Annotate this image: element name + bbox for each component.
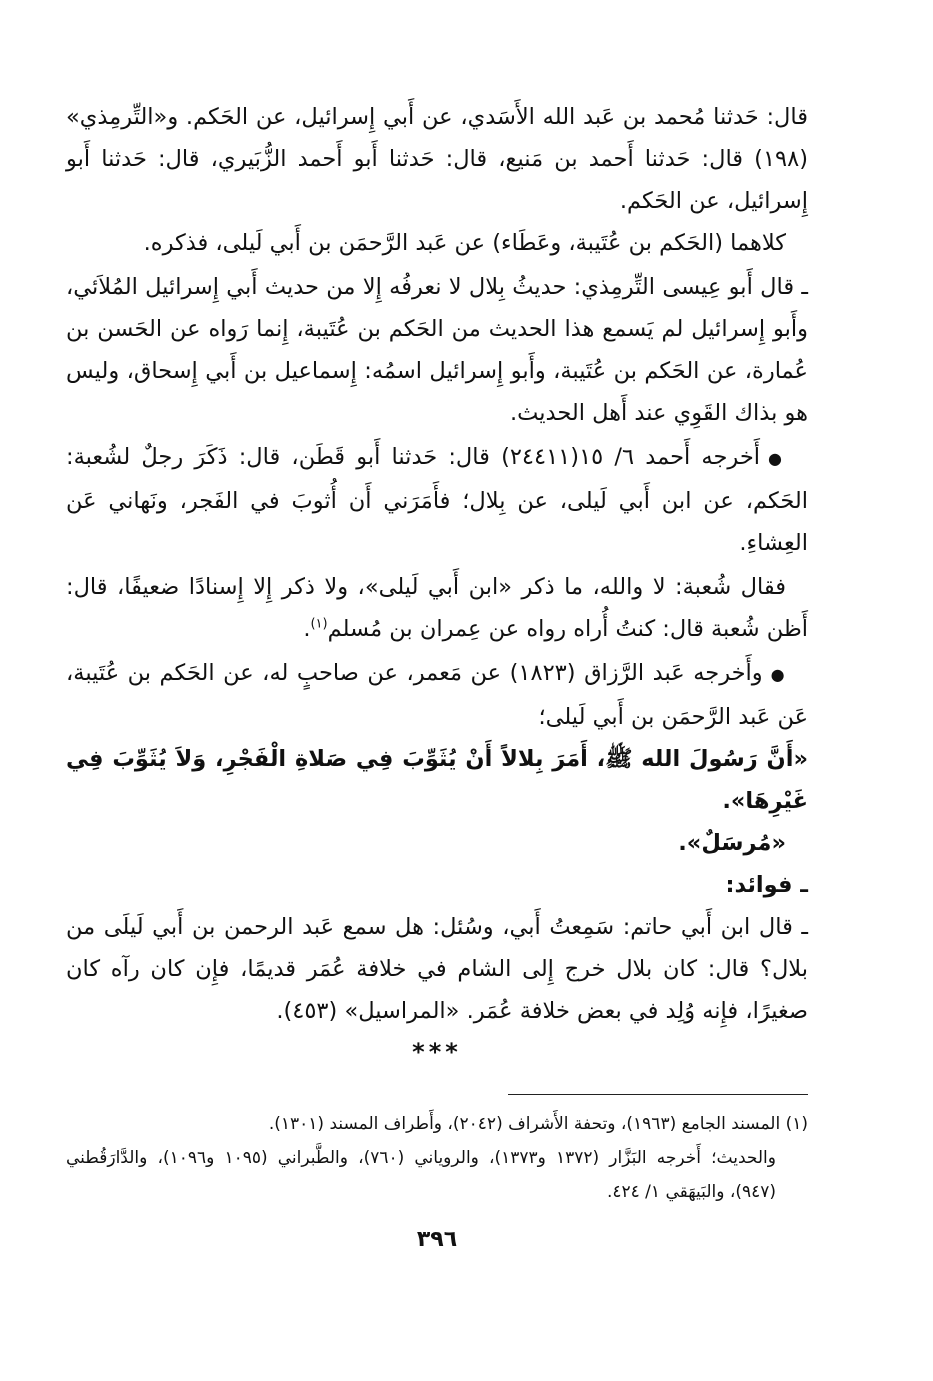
paragraph-chain-1: قال: حَدثنا مُحمد بن عَبد الله الأَسَدي، عن أَبي إِسرائيل، عن الحَكم. و«التِّرمِذي» (١٩٨) قال: حَدثنا أَحمد بن مَنيع، قال: حَدثنا أَبو أَحمد الزُّبَيري، قال: حَدثنا أَبو إِسرائيل، عن الحَكم. [66,104,808,214]
paragraph-abdurrazzaq [66,652,808,738]
page-content [66,96,808,1252]
footnotes [66,1107,808,1209]
paragraph-chain-2: كلاهما (الحَكم بن عُتَيبة، وعَطَاء) عن عَبد الرَّحمَن بن أَبي لَيلى، فذكره. [143,230,786,256]
paragraph-ahmad [66,436,808,564]
benefits-heading: ـ فوائد: [725,872,808,898]
footnote-divider [508,1094,808,1095]
hadith-text: «أَنَّ رَسُولَ الله ﷺ، أَمَرَ بِلالاً أَنْ يُثَوِّبَ فِي صَلاةِ الْفَجْرِ، وَلاَ يُثَوِّبَ فِي غَيْرِهَا». [66,746,808,814]
paragraph-shuba-end: . [303,616,311,642]
footnote-1-continuation: والحديث؛ أَخرجه البَزَّار (١٣٧٢ و١٣٧٣)، والروياني (٧٦٠)، والطَّبراني (١٠٩٥ و١٠٩٦)، والدَّارَقُطني (٩٤٧)، والبَيهَقي ١/ ٤٢٤. [66,1148,776,1202]
paragraph-shuba [66,566,808,650]
footnote-ref: (١) [310,616,328,632]
page-number: ٣٩٦ [416,1227,458,1252]
footnote-1: (١) المسند الجامع (١٩٦٣)، وتحفة الأَشراف (٢٠٤٢)، وأَطراف المسند (١٣٠١). [268,1114,808,1134]
paragraph-ibn-abi-hatim: ـ قال ابن أَبي حاتم: سَمِعتُ أَبي، وسُئل: هل سمع عَبد الرحمن بن أَبي لَيلَى من بلال؟ قال: كان بلال خرج إِلى الشام في خلافة عُمَر قديمًا، فإِن كان رآه كان صغيرًا، فإِنه وُلِد في بعض خلافة عُمَر. «المراسيل» (٤٥٣). [66,914,808,1024]
paragraph-tirmidhi-comment: ـ قال أَبو عِيسى التِّرمِذي: حديثُ بِلال لا نعرفُه إِلا من حديث أَبي إِسرائيل المُلاَئي، وأَبو إِسرائيل لم يَسمع هذا الحديث من الحَكم بن عُتَيبة، إِنما رَواه عن الحَسن بن عُمارة، عن الحَكم بن عُتَيبة، وأَبو إِسرائيل اسمُه: إِسماعيل بن أَبي إِسحاق، وليس هو بذاك القَوِي عند أَهل الحديث. [66,274,808,426]
paragraph-shuba-text: فقال شُعبة: لا والله، ما ذكر «ابن أَبي لَيلى»، ولا ذكر إِلا إِسنادًا ضعيفًا، قال: أَظن شُعبة قال: كنتُ أُراه رواه عن عِمران بن مُسلم [66,574,808,642]
bullet-mark: ● [770,665,786,684]
paragraph-abdurrazzaq-text: وأَخرجه عَبد الرَّزاق (١٨٢٣) عن مَعمر، عن صاحبٍ له، عن الحَكم بن عُتَيبة، عَن عَبد الرَّحمَن بن أَبي لَيلى؛ [66,660,808,730]
bullet-mark: ● [767,449,786,468]
section-separator: *** [412,1038,462,1066]
mursal-label: «مُرسَلٌ». [678,830,786,856]
paragraph-ahmad-text: أَخرجه أَحمد ٦/ ١٥(٢٤٤١١) قال: حَدثنا أَبو قَطَن، قال: ذَكَرَ رجلٌ لشُعبة: الحَكم، عن ابن أَبي لَيلى، عن بِلال؛ فأَمَرَني أَن أُثوبَ في الفَجر، ونَهاني عَن العِشاءِ. [66,444,808,556]
